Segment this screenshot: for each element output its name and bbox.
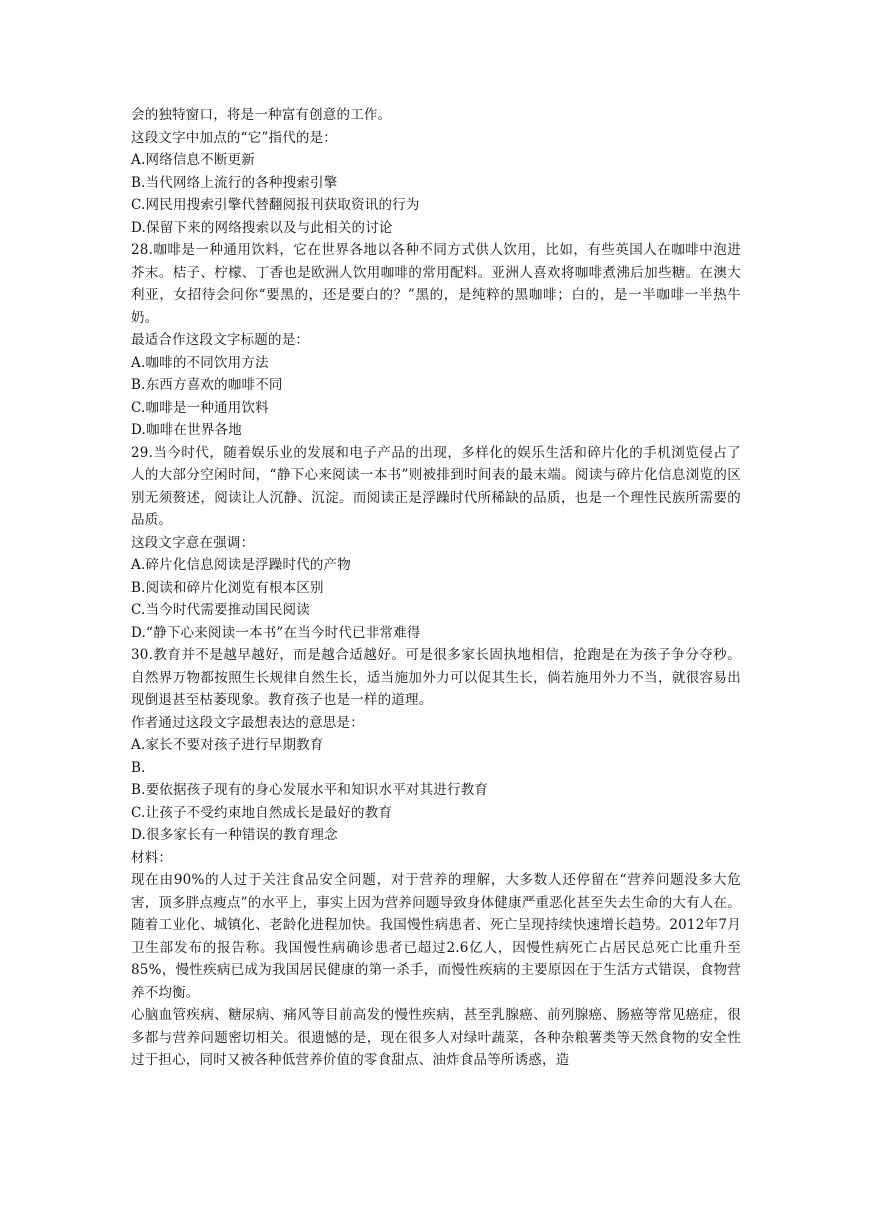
question-30-option-d: D.很多家长有一种错误的教育理念	[131, 827, 338, 843]
question-29-prompt: 这段文字意在强调：	[131, 534, 255, 551]
material-paragraph-3: 心脑血管疾病、糖尿病、痛风等目前高发的慢性疾病，甚至乳腺癌、前列腺癌、肠癌等常见癌症，很多都与营养问题密切相关。很遗憾的是，现在很多人对绿叶蔬菜，各种杂粮薯类等天然食物的安全性过于担心，同时又被各种低营养价值的零食甜点、油炸食品等所诱惑，造	[131, 1007, 741, 1068]
question-30-option-c: C.让孩子不受约束地自然成长是最好的教育	[131, 804, 393, 821]
option-b: B.当代网络上流行的各种搜索引擎	[131, 174, 338, 191]
question-29-option-b: B.阅读和碎片化浏览有根本区别	[131, 579, 324, 596]
question-30-text: 30.教育并不是越早越好，而是越合适越好。可是很多家长固执地相信，抢跑是在为孩子争分夺秒。自然界万物都按照生长规律自然生长，适当施加外力可以促其生长，倘若施用外力不当，就很容易出现倒退甚至枯萎现象。教育孩子也是一样的道理。	[131, 647, 741, 708]
question-28-option-c: C.咖啡是一种通用饮料	[131, 399, 269, 416]
question-28-prompt: 最适合作这段文字标题的是：	[131, 332, 310, 348]
question-28-text: 28.咖啡是一种通用饮料，它在世界各地以各种不同方式供人饮用，比如，有些英国人在咖啡中泡进芥末。桔子、柠檬、丁香也是欧洲人饮用咖啡的常用配料。亚洲人喜欢将咖啡煮沸后加些糖。在澳大利亚，女招待会问你“要黑的，还是要白的？”黑的，是纯粹的黑咖啡；白的，是一半咖啡一半热牛奶。	[131, 242, 741, 326]
question-29-text: 29.当今时代，随着娱乐业的发展和电子产品的出现，多样化的娱乐生活和碎片化的手机浏览侵占了人的大部分空闲时间，“静下心来阅读一本书”则被排到时间表的最末端。阅读与碎片化信息浏览的区别无须赘述，阅读让人沉静、沉淀。而阅读正是浮躁时代所稀缺的品质，也是一个理性民族所需要的品质。	[131, 444, 741, 528]
question-prompt: 这段文字中加点的“它”指代的是：	[131, 129, 338, 146]
option-c: C.网民用搜索引擎代替翻阅报刊获取资讯的行为	[131, 197, 420, 213]
document-page	[131, 104, 741, 1072]
question-30-prompt: 作者通过这段文字最想表达的意思是：	[131, 714, 364, 731]
question-30-option-a: A.家长不要对孩子进行早期教育	[131, 737, 324, 753]
question-29-option-a: A.碎片化信息阅读是浮躁时代的产物	[131, 557, 351, 573]
question-28-option-d: D.咖啡在世界各地	[131, 422, 242, 438]
option-a: A.网络信息不断更新	[131, 152, 256, 168]
question-28-option-a: A.咖啡的不同饮用方法	[131, 354, 269, 371]
question-30-option-b-stub: B.	[131, 759, 146, 776]
option-d: D.保留下来的网络搜索以及与此相关的讨论	[131, 219, 393, 236]
question-29-option-c: C.当今时代需要推动国民阅读	[131, 602, 310, 618]
material-paragraph-1: 现在由90%的人过于关注食品安全问题，对于营养的理解，大多数人还停留在“营养问题没多大危害，顶多胖点瘦点”的水平上，事实上因为营养问题导致身体健康严重恶化甚至失去生命的大有人在。	[131, 872, 741, 911]
question-30-option-b: B.要依据孩子现有的身心发展水平和知识水平对其进行教育	[131, 782, 489, 798]
text-line: 会的独特窗口，将是一种富有创意的工作。	[131, 107, 392, 123]
question-28-option-b: B.东西方喜欢的咖啡不同	[131, 377, 283, 393]
material-paragraph-2: 随着工业化、城镇化、老龄化进程加快。我国慢性病患者、死亡呈现持续快速增长趋势。2012年7月卫生部发布的报告称。我国慢性病确诊患者已超过2.6亿人，因慢性病死亡占居民总死亡比重升至85%，慢性疾病已成为我国居民健康的第一杀手，而慢性疾病的主要原因在于生活方式错误，食物营养不均衡。	[131, 917, 741, 1001]
material-label: 材料：	[131, 849, 173, 866]
question-29-option-d: D.“静下心来阅读一本书”在当今时代已非常难得	[131, 624, 421, 641]
